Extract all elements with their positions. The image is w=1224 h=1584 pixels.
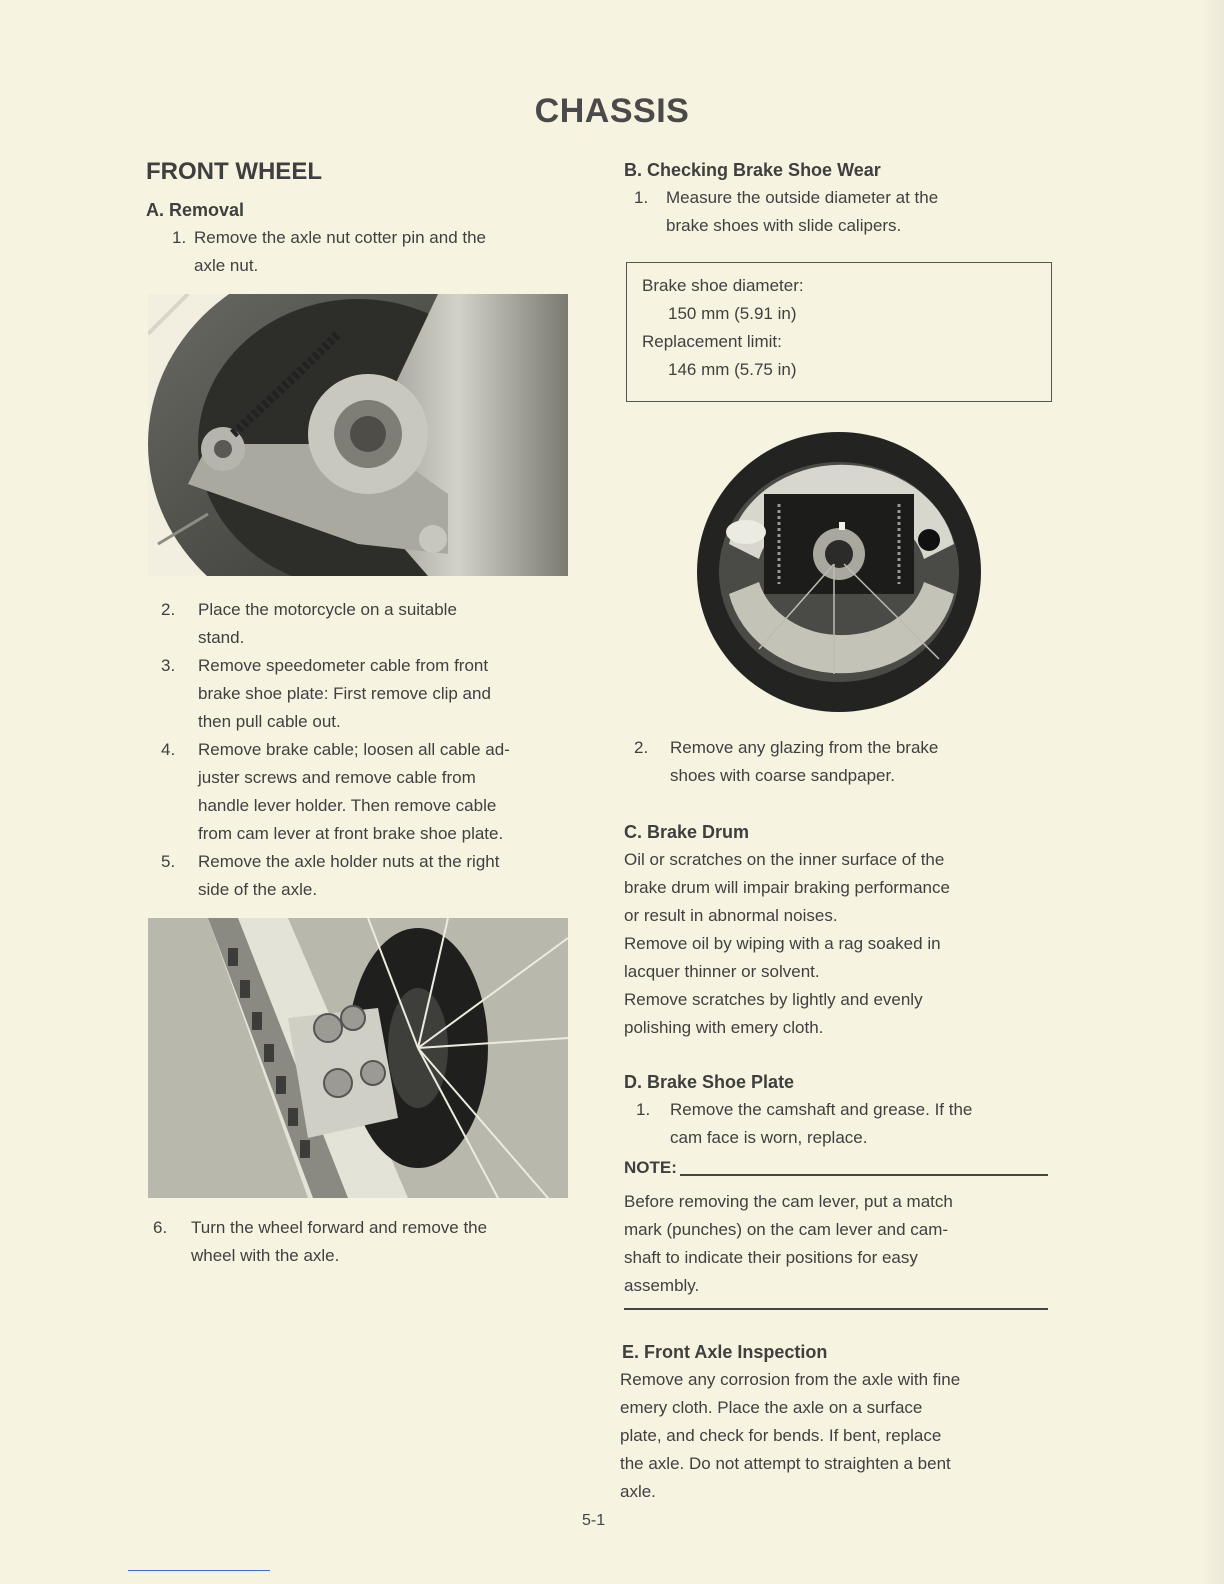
note-line1: Before removing the cam lever, put a match bbox=[624, 1192, 953, 1211]
removal-step1-line2: axle nut. bbox=[194, 256, 259, 275]
brake-drum-line2: brake drum will impair braking performance bbox=[624, 878, 950, 897]
note-line3: shaft to indicate their positions for easy bbox=[624, 1248, 918, 1267]
removal-step3-line2: brake shoe plate: First remove clip and bbox=[198, 684, 491, 703]
removal-step4-line3: handle lever holder. Then remove cable bbox=[198, 796, 497, 815]
removal-step6-number: 6. bbox=[153, 1218, 168, 1237]
shoe-wear-step2-number: 2. bbox=[634, 738, 649, 757]
removal-step5-line2: side of the axle. bbox=[198, 880, 318, 899]
axle-inspection-line1: Remove any corrosion from the axle with fine bbox=[620, 1370, 961, 1389]
shoe-wear-step1-line2: brake shoes with slide calipers. bbox=[666, 216, 902, 235]
shoe-plate-step1-line1: Remove the camshaft and grease. If the bbox=[670, 1100, 973, 1119]
removal-step4-number: 4. bbox=[161, 740, 176, 759]
removal-step4-line2: juster screws and remove cable from bbox=[198, 768, 476, 787]
brake-drum-line4: Remove oil by wiping with a rag soaked in bbox=[624, 934, 941, 953]
front-axle-inspection-heading: E. Front Axle Inspection bbox=[622, 1342, 828, 1362]
spec-replacement-limit-label: Replacement limit: bbox=[642, 332, 782, 351]
removal-step2-line2: stand. bbox=[198, 628, 245, 647]
removal-step4-line1: Remove brake cable; loosen all cable ad- bbox=[198, 740, 510, 759]
removal-step3-line3: then pull cable out. bbox=[198, 712, 341, 731]
removal-step1-number: 1. bbox=[172, 228, 187, 247]
removal-heading: A. Removal bbox=[146, 200, 245, 220]
removal-step2-line1: Place the motorcycle on a suitable bbox=[198, 600, 457, 619]
shoe-wear-step2-line2: shoes with coarse sandpaper. bbox=[670, 766, 895, 785]
page-number: 5-1 bbox=[582, 1512, 606, 1529]
page-title: CHASSIS bbox=[534, 92, 690, 130]
footer-link-line bbox=[128, 1570, 270, 1571]
note-line4: assembly. bbox=[624, 1276, 700, 1295]
axle-inspection-line5: axle. bbox=[620, 1482, 656, 1501]
spec-shoe-diameter-value: 150 mm (5.91 in) bbox=[668, 304, 797, 323]
removal-step3-number: 3. bbox=[161, 656, 176, 675]
brake-plate-photo bbox=[148, 294, 568, 576]
spec-replacement-limit-value: 146 mm (5.75 in) bbox=[668, 360, 797, 379]
brake-shoe-wear-heading: B. Checking Brake Shoe Wear bbox=[624, 160, 881, 180]
shoe-wear-step2-line1: Remove any glazing from the brake bbox=[670, 738, 939, 757]
brake-drum-line5: lacquer thinner or solvent. bbox=[624, 962, 820, 981]
removal-step5-line1: Remove the axle holder nuts at the right bbox=[198, 852, 500, 871]
shoe-plate-step1-number: 1. bbox=[636, 1100, 651, 1119]
brake-drum-line1: Oil or scratches on the inner surface of the bbox=[624, 850, 945, 869]
removal-step4-line4: from cam lever at front brake shoe plate. bbox=[198, 824, 504, 843]
brake-drum-line6: Remove scratches by lightly and evenly bbox=[624, 990, 923, 1009]
axle-inspection-line2: emery cloth. Place the axle on a surface bbox=[620, 1398, 923, 1417]
removal-step5-number: 5. bbox=[161, 852, 176, 871]
shoe-wear-step1-line1: Measure the outside diameter at the bbox=[666, 188, 939, 207]
shoe-plate-step1-line2: cam face is worn, replace. bbox=[670, 1128, 868, 1147]
spec-shoe-diameter-label: Brake shoe diameter: bbox=[642, 276, 804, 295]
removal-step3-line1: Remove speedometer cable from front bbox=[198, 656, 489, 675]
removal-step1-line1: Remove the axle nut cotter pin and the bbox=[194, 228, 487, 247]
brake-drum-heading: C. Brake Drum bbox=[624, 822, 750, 842]
brake-shoe-measurement-photo bbox=[684, 424, 984, 714]
axle-holder-photo bbox=[148, 918, 568, 1198]
removal-step6-line2: wheel with the axle. bbox=[191, 1246, 340, 1265]
page-edge-shadow bbox=[1200, 0, 1224, 1584]
note-line2: mark (punches) on the cam lever and cam- bbox=[624, 1220, 949, 1239]
shoe-wear-step1-number: 1. bbox=[634, 188, 649, 207]
removal-step2-number: 2. bbox=[161, 600, 176, 619]
removal-step6-line1: Turn the wheel forward and remove the bbox=[191, 1218, 488, 1237]
note-label: NOTE: bbox=[624, 1158, 677, 1177]
axle-inspection-line3: plate, and check for bends. If bent, replace bbox=[620, 1426, 942, 1445]
brake-shoe-plate-heading: D. Brake Shoe Plate bbox=[624, 1072, 795, 1092]
front-wheel-heading: FRONT WHEEL bbox=[146, 158, 322, 185]
note-bottom-rule bbox=[624, 1308, 1048, 1310]
brake-drum-line7: polishing with emery cloth. bbox=[624, 1018, 824, 1037]
axle-inspection-line4: the axle. Do not attempt to straighten a bent bbox=[620, 1454, 951, 1473]
note-top-rule bbox=[680, 1174, 1048, 1176]
brake-drum-line3: or result in abnormal noises. bbox=[624, 906, 838, 925]
